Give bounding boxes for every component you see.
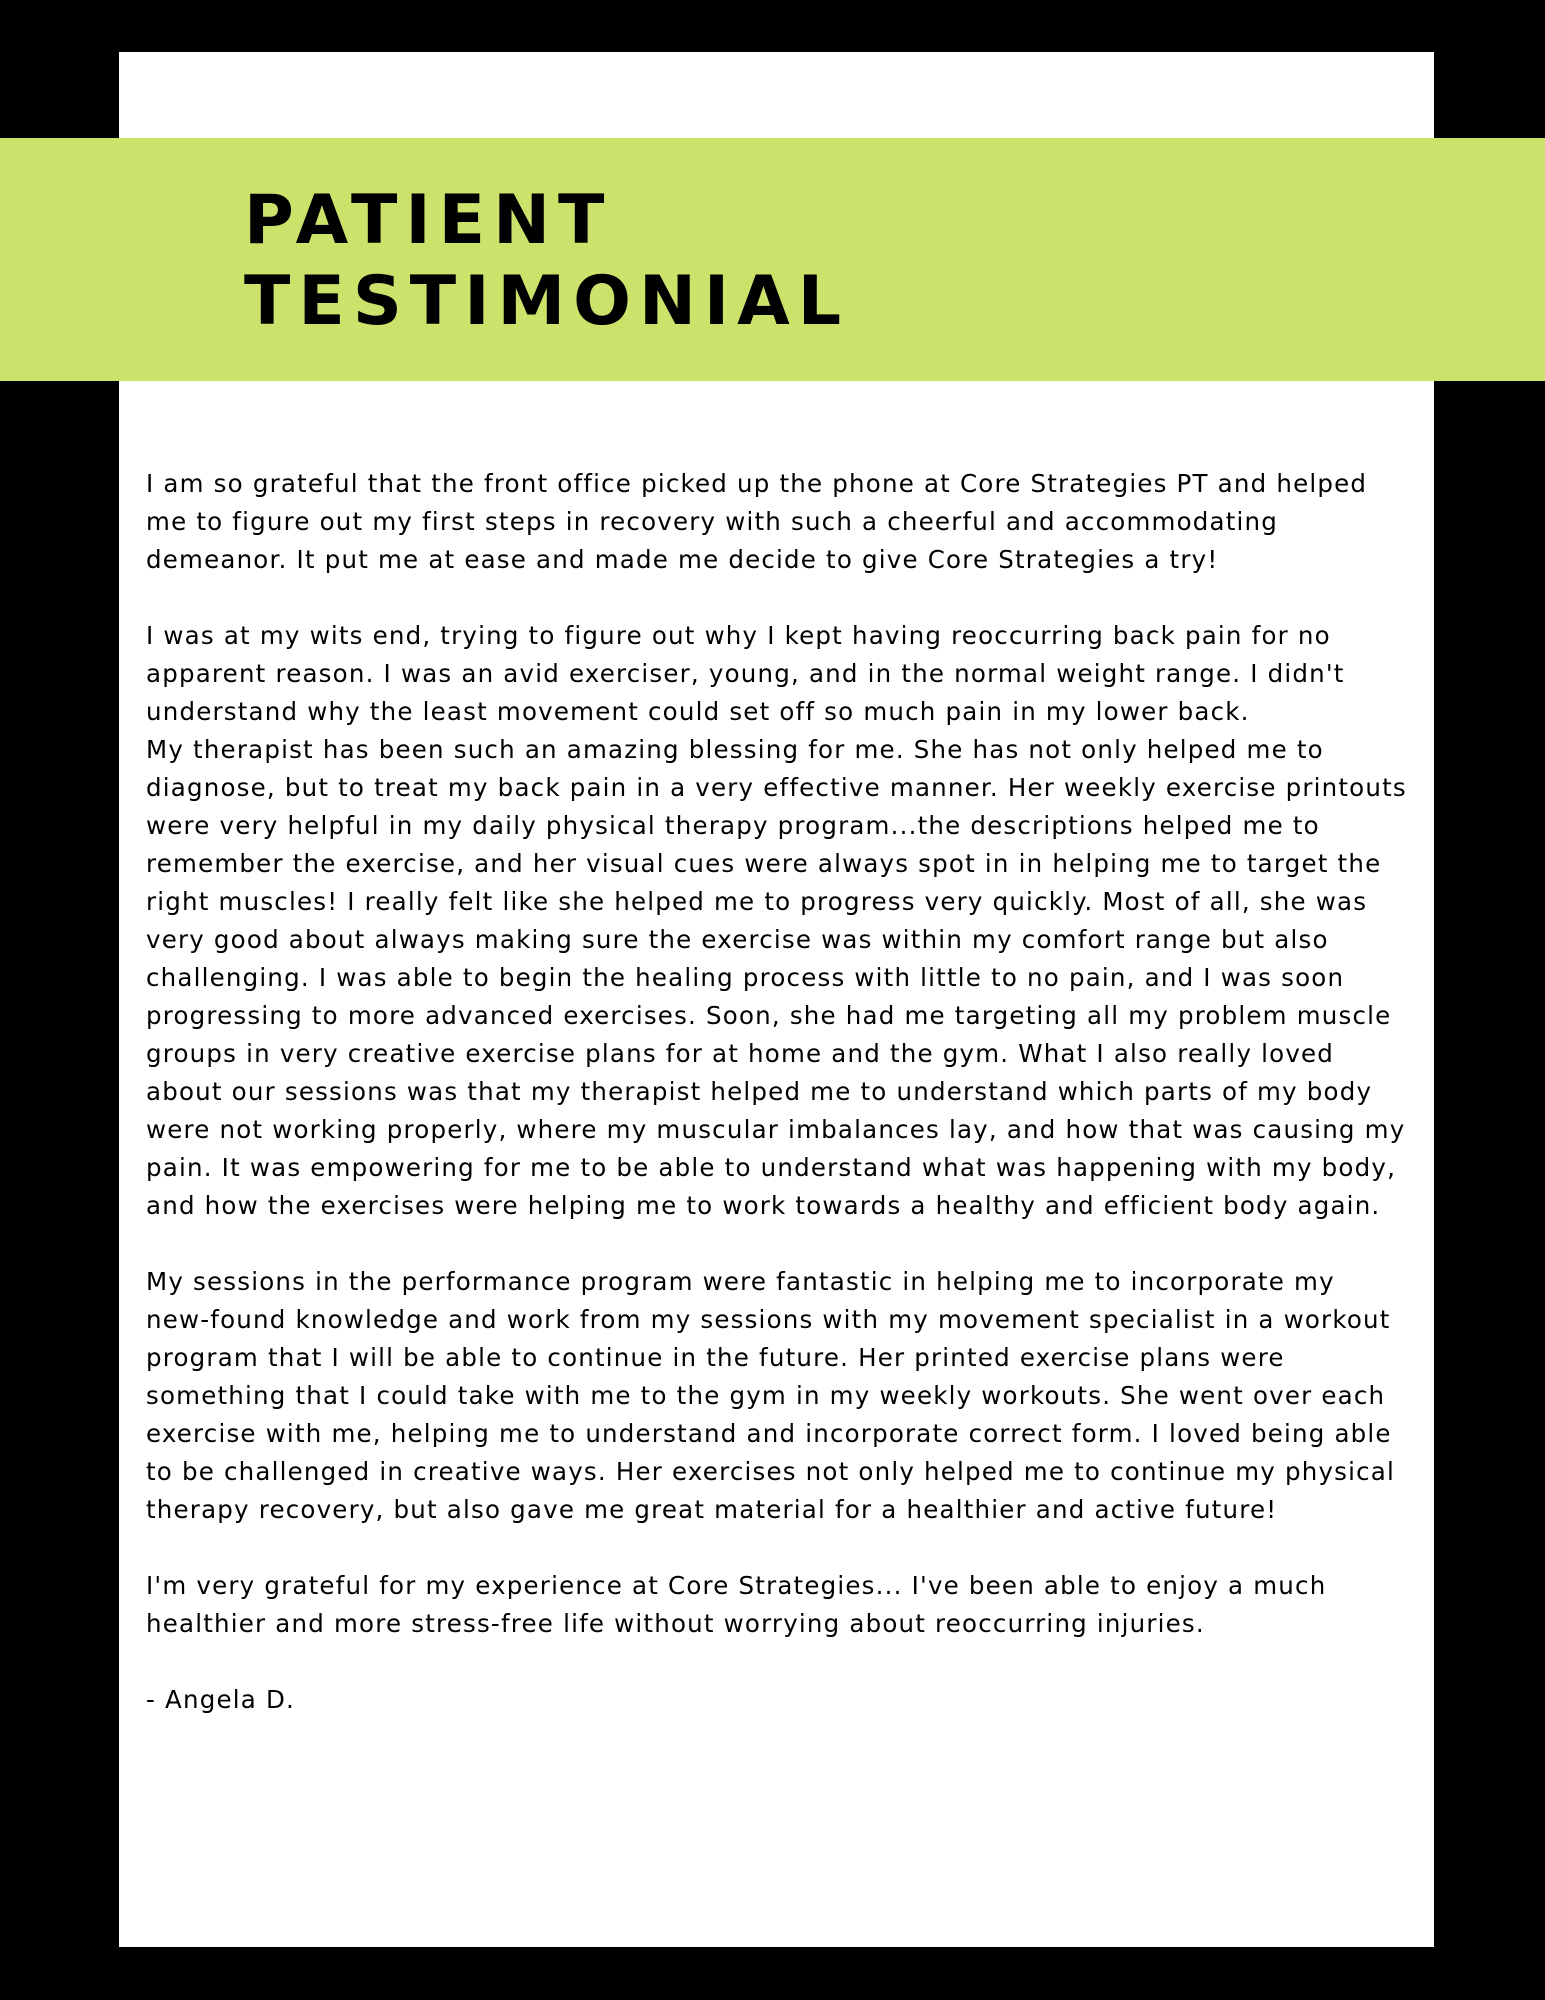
paragraph-performance-program: My sessions in the performance program were fantastic in helping me to incorporate my new-found knowledge and work from my sessions with my movement specialist in a workout program that I will be able to continue in the future. Her printed exercise plans were something that I could take with me to the gym in my weekly workouts. She went over each exercise with me, helping me to understand and incorporate correct form. I loved being able to be challenged in creative ways. Her exercises not only helped me to continue my physical therapy recovery, but also gave me great material for a healthier and active future! [146, 1267, 1395, 1524]
paragraph-back-pain: I was at my wits end, trying to figure out why I kept having reoccurring back pain for no apparent reason. I was an avid exerciser, young, and in the normal weight range. I didn't understand why the least movement could set off so much pain in my lower back. [146, 621, 1345, 726]
testimonial-body [146, 465, 1408, 1719]
paragraph-spacer [146, 579, 1408, 617]
signature: - Angela D. [146, 1685, 296, 1714]
paragraph-spacer [146, 1529, 1408, 1567]
title-line-2: TESTIMONIAL [244, 262, 850, 341]
page-title [244, 180, 849, 342]
paragraph-front-office: I am so grateful that the front office picked up the phone at Core Strategies PT and helped me to figure out my first steps in recovery with such a cheerful and accommodating demeanor. It put me at ease and made me decide to give Core Strategies a try! [146, 469, 1368, 574]
title-line-1: PATIENT [244, 181, 613, 260]
paragraph-therapist: My therapist has been such an amazing blessing for me. She has not only helped me to diagnose, but to treat my back pain in a very effective manner. Her weekly exercise printouts were very helpful in my daily physical therapy program...the descriptions helped me to remember the exercise, and her visual cues were always spot in in helping me to target the right muscles! I really felt like she helped me to progress very quickly. Most of all, she was very good about always making sure the exercise was within my comfort range but also challenging. I was able to begin the healing process with little to no pain, and I was soon progressing to more advanced exercises. Soon, she had me targeting all my problem muscle groups in very creative exercise plans for at home and the gym. What I also really loved about our sessions was that my therapist helped me to understand which parts of my body were not working properly, where my muscular imbalances lay, and how that was causing my pain. It was empowering for me to be able to understand what was happening with my body, and how the exercises were helping me to work towards a healthy and efficient body again. [146, 735, 1407, 1220]
paragraph-spacer [146, 1643, 1408, 1681]
paragraph-spacer [146, 1225, 1408, 1263]
paragraph-gratitude: I'm very grateful for my experience at Core Strategies... I've been able to enjoy a much healthier and more stress-free life without worrying about reoccurring injuries. [146, 1571, 1327, 1638]
